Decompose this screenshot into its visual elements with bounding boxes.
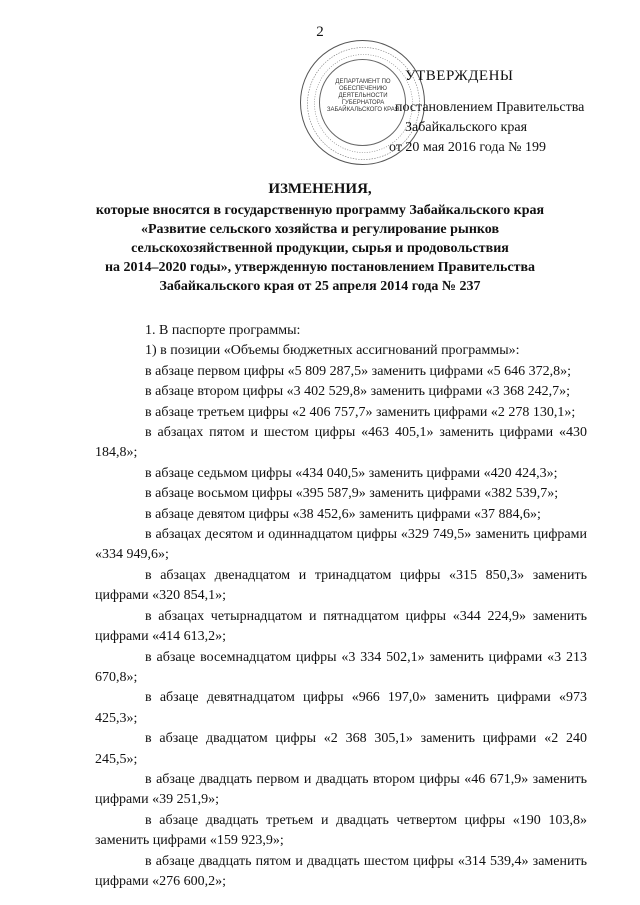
document-body bbox=[95, 321, 587, 892]
paragraph: в абзаце девятнадцатом цифры «966 197,0» заменить цифрами «973 425,3»; bbox=[95, 690, 587, 726]
approval-block bbox=[383, 66, 584, 158]
paragraph: 1. В паспорте программы: bbox=[145, 323, 301, 338]
paragraph: в абзаце первом цифры «5 809 287,5» заменить цифрами «5 646 372,8»; bbox=[145, 363, 571, 379]
paragraph: в абзаце восемнадцатом цифры «3 334 502,1» заменить цифрами «3 213 670,8»; bbox=[95, 649, 587, 685]
paragraph: в абзацах десятом и одиннадцатом цифры «329 749,5» заменить цифрами «334 949,6»; bbox=[95, 527, 587, 563]
paragraph: в абзаце втором цифры «3 402 529,8» заменить цифрами «3 368 242,7»; bbox=[145, 384, 570, 400]
paragraph: в абзацах четырнадцатом и пятнадцатом цифры «344 224,9» заменить цифрами «414 613,2»; bbox=[95, 608, 587, 645]
paragraph: 1) в позиции «Объемы бюджетных ассигнований программы»: bbox=[145, 343, 520, 359]
heading-line: сельскохозяйственной продукции, сырья и продовольствия bbox=[131, 241, 509, 256]
page-number: 2 bbox=[316, 24, 324, 40]
approval-line-3: от 20 мая 2016 года № 199 bbox=[389, 140, 547, 155]
paragraph: в абзацах пятом и шестом цифры «463 405,1» заменить цифрами «430 184,8»; bbox=[95, 425, 587, 461]
approval-title: УТВЕРЖДЕНЫ bbox=[405, 68, 514, 84]
heading-title: ИЗМЕНЕНИЯ, bbox=[268, 181, 372, 197]
paragraph: в абзаце третьем цифры «2 406 757,7» заменить цифрами «2 278 130,1»; bbox=[145, 404, 576, 420]
heading-line: Забайкальского края от 25 апреля 2014 года № 237 bbox=[159, 279, 481, 294]
paragraph: в абзаце двадцать третьем и двадцать четвертом цифры «190 103,8» заменить цифрами «159 923,9»; bbox=[95, 812, 587, 849]
approval-line-1: постановлением Правительства bbox=[395, 100, 585, 115]
document-heading bbox=[80, 180, 560, 296]
paragraph: в абзаце восьмом цифры «395 587,9» заменить цифрами «382 539,7»; bbox=[145, 486, 559, 502]
approval-line-2: Забайкальского края bbox=[405, 120, 528, 135]
paragraph: в абзаце седьмом цифры «434 040,5» заменить цифрами «420 424,3»; bbox=[145, 465, 558, 481]
paragraph: в абзаце двадцать пятом и двадцать шестом цифры «314 539,4» заменить цифрами «276 600,2»; bbox=[95, 853, 587, 889]
paragraph: в абзаце девятом цифры «38 452,6» заменить цифрами «37 884,6»; bbox=[145, 506, 541, 522]
paragraph: в абзаце двадцать первом и двадцать втором цифры «46 671,9» заменить цифрами «39 251,9»; bbox=[95, 771, 587, 808]
heading-line: «Развитие сельского хозяйства и регулирование рынков bbox=[140, 222, 500, 237]
paragraph: в абзацах двенадцатом и тринадцатом цифры «315 850,3» заменить цифрами «320 854,1»; bbox=[95, 567, 587, 604]
seal-center-text: ДЕПАРТАМЕНТ ПО ОБЕСПЕЧЕНИЮ ДЕЯТЕЛЬНОСТИ ГУБЕРНАТОРА ЗАБАЙКАЛЬСКОГО КРАЯ bbox=[326, 79, 400, 113]
heading-line: на 2014–2020 годы», утвержденную постановлением Правительства bbox=[104, 260, 536, 275]
heading-line: которые вносятся в государственную программу Забайкальского края bbox=[95, 203, 545, 218]
paragraph: в абзаце двадцатом цифры «2 368 305,1» заменить цифрами «2 240 245,5»; bbox=[95, 731, 587, 767]
